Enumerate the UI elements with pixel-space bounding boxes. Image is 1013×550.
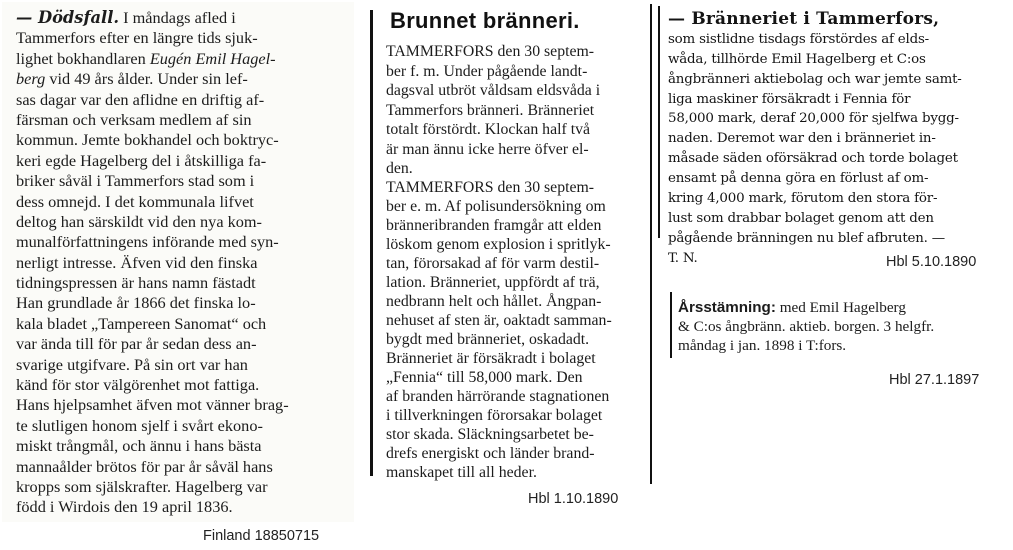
dodsfall-line: mannaålder brötos för par år såväl hans: [16, 456, 273, 476]
dodsfall-line: färsman och verksam medlem af sin: [16, 109, 252, 129]
bränneriet-line: 58,000 mark, deraf 20,000 för sjelfwa bygg-: [668, 111, 959, 127]
branneri-p2-line: TAMMERFORS den 30 septem-: [386, 179, 595, 196]
arsstamning-label: Årsstämning:: [678, 299, 776, 316]
branneri-p2-line: ber e. m. Af polisundersökning om: [386, 198, 606, 215]
dodsfall-line: munalförfattningens införande med syn-: [16, 232, 279, 252]
clipping-brunnet-branneri: [376, 2, 648, 480]
branneri-paragraph-2: [386, 178, 612, 482]
branneri-p2-line: stor skada. Släckningsarbetet be-: [386, 426, 594, 443]
branneri-p1-line: den.: [386, 160, 413, 177]
column-divider: [370, 10, 373, 476]
bränneriet-line: naden. Deremot war den i bränneriet in-: [668, 131, 936, 147]
dodsfall-line: te slutligen honom sjelf i svårt ekono-: [16, 415, 263, 435]
bränneriet-line: ensamt på denna göra en förlust af om-: [668, 171, 929, 187]
arsstamning-text: [678, 298, 934, 356]
branneri-p2-line: i tillverkningen förorsakar bolaget: [386, 407, 603, 424]
dodsfall-line: lighet bokhandlaren Eugén Emil Hagel-: [16, 48, 276, 68]
bränneriet-line: T. N.: [668, 250, 698, 266]
dodsfall-line: kommun. Jemte bokhandel och boktryc-: [16, 130, 279, 150]
branneri-p1-line: är man ännu icke herre öfver el-: [386, 140, 589, 158]
branneri-p2-line: lation. Bränneriet, uppfördt af trä,: [386, 274, 600, 291]
clip3-left-rule: [658, 6, 660, 238]
branneri-p2-line: löskom genom explosion i spritlyk-: [386, 236, 611, 253]
dodsfall-line: svarige utgifvare. På sin ort var han: [16, 354, 248, 374]
bränneriet-line: ångbränneri aktiebolag och war jemte samt-: [668, 71, 962, 87]
bränneriet-line: wåda, tillhörde Emil Hagelberg et C:os: [668, 51, 926, 67]
caption-finland-18850715: Finland 18850715: [203, 528, 320, 544]
dodsfall-line: dess omnejd. I det kommunala lifvet: [16, 191, 254, 211]
bränneriet-line: pågående bränningen nu blef afbruten. —: [668, 230, 945, 246]
branneri-paragraph-1: [386, 42, 600, 179]
branneri-p2-line: Bränneriet är försäkradt i bolaget: [386, 350, 596, 367]
dodsfall-line: kala bladet „Tampereen Sanomat“ och: [16, 313, 267, 333]
dodsfall-line: kropps som själskrafter. Hagelberg var: [16, 476, 268, 496]
dodsfall-line: tidningspressen är hans namn fästadt: [16, 273, 256, 293]
bränneriet-line: kring 4,000 mark, förutom den stora för-: [668, 191, 938, 207]
branneri-p2-line: bränneribranden framgår att elden: [386, 217, 602, 234]
dodsfall-line: briker såväl i Tammerfors stad som i: [16, 171, 255, 191]
branneri-p2-line: af branden härrörande stagnationen: [386, 388, 610, 405]
bränneriet-line: liga maskiner försäkradt i Fennia för: [668, 91, 911, 107]
branneri-p2-line: „Fennia“ till 58,000 mark. Den: [386, 369, 583, 386]
clipping-dodsfall: [2, 2, 354, 522]
branneri-p1-line: TAMMERFORS den 30 septem-: [386, 43, 595, 60]
branneri-p2-line: bygdt med bränneriet, oskadadt.: [386, 331, 590, 348]
dodsfall-line: född i Wirdois den 19 april 1836.: [16, 497, 233, 517]
dodsfall-line: nerligt intresse. Äfven vid den finska: [16, 252, 258, 272]
dodsfall-line: keri egde Hagelberg del i åtskilliga fa-: [16, 150, 267, 170]
branneri-p2-line: tan, förorsakad af för varm destil-: [386, 255, 600, 272]
branneri-p1-line: Tammerfors bränneri. Bränneriet: [386, 101, 595, 119]
arsstamning-line-2: & C:os ångbränn. aktieb. borgen. 3 helgfr.: [678, 318, 935, 336]
arsstamning-line-3: måndag i jan. 1898 i T:fors.: [678, 337, 847, 355]
bränneriet-line: måsade säden oförsäkrad och torde bolaget: [668, 151, 958, 167]
branneri-p2-line: nedbrann helt och hållet. Ångpan-: [386, 293, 602, 310]
headline-brunnet-branneri: Brunnet bränneri.: [390, 8, 580, 33]
caption-hbl-5-10-1890: Hbl 5.10.1890: [886, 254, 977, 270]
caption-hbl-1-10-1890: Hbl 1.10.1890: [528, 491, 619, 507]
dodsfall-line: berg vid 49 års ålder. Under sin lef-: [16, 69, 248, 89]
bränneriet-article-text: [668, 10, 962, 269]
dodsfall-line: Hans hjelpsamhet äfven mot vänner brag-: [16, 395, 289, 415]
dodsfall-line: sas dagar var den aflidne en driftig af-: [16, 89, 265, 109]
dodsfall-line: deltog han särskildt vid den nya kom-: [16, 211, 262, 231]
clipping-arsstamning: [670, 292, 1006, 360]
branneri-p1-line: ber f. m. Under pågående landt-: [386, 62, 588, 80]
dodsfall-article-text: [16, 8, 289, 518]
branneri-p1-line: dagsval utbröt våldsam eldsvåda i: [386, 82, 601, 99]
bränneriet-line: lust som drabbar bolaget genom att den: [668, 210, 934, 226]
dodsfall-line: Tammerfors efter en längre tids sjuk-: [16, 28, 258, 48]
dodsfall-line: var ända till för par år sedan dess an-: [16, 334, 257, 354]
column-divider-2: [650, 4, 652, 484]
dodsfall-line: miskt trångmål, och ännu i hans bästa: [16, 436, 262, 456]
dodsfall-line: känd för stor välgörenhet mot fattiga.: [16, 375, 260, 395]
caption-hbl-27-1-1897: Hbl 27.1.1897: [889, 372, 980, 388]
dodsfall-line: Han grundlade år 1866 det finska lo-: [16, 293, 256, 313]
branneri-p2-line: drefs energiskt och länder brand-: [386, 445, 595, 462]
bränneriet-line: — Bränneriet i Tammerfors,: [668, 9, 940, 29]
branneri-p1-line: totalt förstördt. Klockan half två: [386, 121, 590, 138]
branneri-p2-line: nehuset af sten är, oaktadt samman-: [386, 312, 612, 329]
branneri-p2-line: manskapet till all heder.: [386, 464, 537, 481]
bränneriet-line: som sistlidne tisdags förstördes af elds-: [668, 31, 929, 47]
dodsfall-line: — Dödsfall. I måndags afled i: [16, 8, 236, 27]
arsstamning-line-1: med Emil Hagelberg: [775, 299, 906, 316]
clip4-left-rule: [670, 292, 672, 358]
